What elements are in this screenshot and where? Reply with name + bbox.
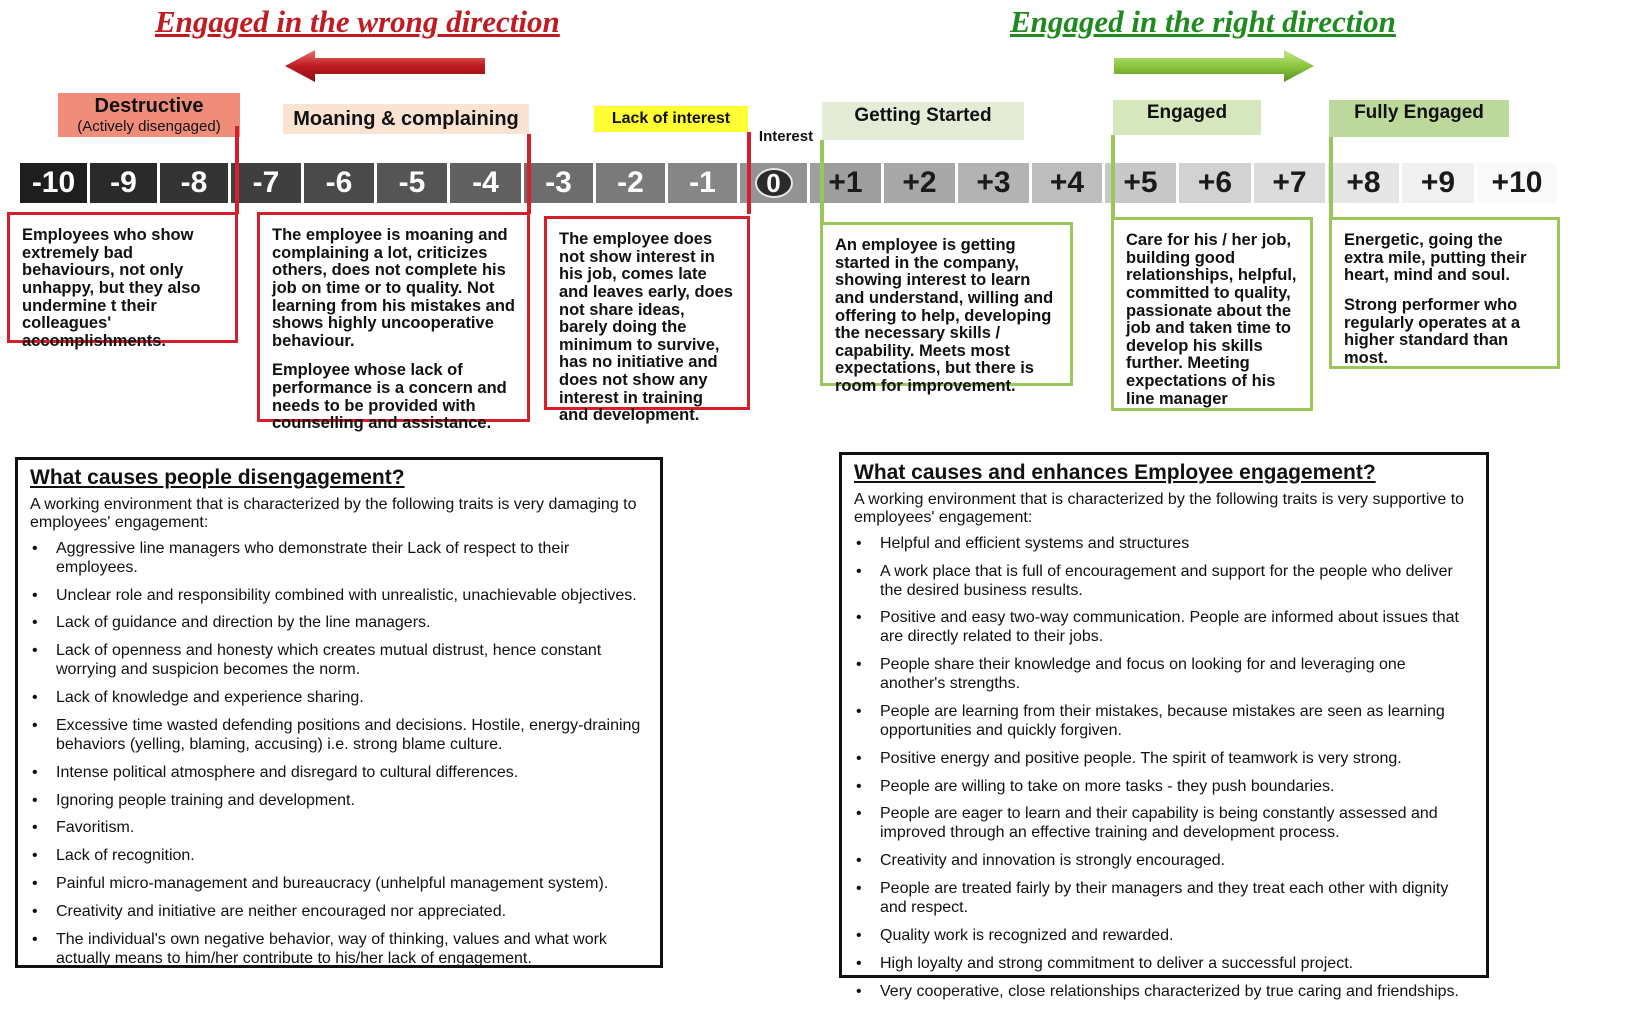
desc-lack-of-interest-text: The employee does not show interest in his job, comes late and leaves early, does not share ideas, barely doing the minimum to survive, has no initiative and does not show any interest in training and development. [559,230,733,425]
scale-cell-plus-9: +9 [1402,163,1477,203]
desc-fully-engaged-text-1: Energetic, going the extra mile, putting their heart, mind and soul. [1344,231,1527,285]
list-item: • People are willing to take on more tasks - they push boundaries. [854,778,1474,797]
desc-engaged-text: Care for his / her job, building good relationships, helpful, committed to quality, passionate about the job and taken time to develop his skills further. Meeting expectations of his line manager [1126,231,1297,408]
stage-destructive-subtitle: (Actively disengaged) [77,118,221,135]
engagement-list [854,535,1474,1002]
desc-destructive-text: Employees who show extremely bad behaviours, not only unhappy, but they also undermine t their colleagues' accomplishments. [22,226,201,350]
stage-fully-engaged: Fully Engaged [1329,100,1509,137]
scale-cell-minus-6: -6 [304,163,377,203]
desc-fully-engaged-text-2: Strong performer who regularly operates at a higher standard than most. [1344,295,1521,367]
list-item: • Helpful and efficient systems and structures [854,535,1474,554]
scale-cell-minus-8: -8 [160,163,231,203]
list-item: • People are eager to learn and their capability is being constantly assessed and improved through an effective training and development process. [854,805,1474,843]
list-item: • Aggressive line managers who demonstrate their Lack of respect to their employees. [30,540,648,578]
scale-cell-plus-8: +8 [1328,163,1402,203]
list-item: • Ignoring people training and development. [30,792,648,811]
desc-destructive [7,212,238,350]
stage-lack-of-interest: Lack of interest [594,106,748,132]
scale-cell-plus-5: +5 [1105,163,1179,203]
zero-marker: 0 [755,168,793,198]
left-arrow-icon [285,50,487,82]
scale-cell-minus-10: -10 [20,163,90,203]
list-item: • People share their knowledge and focus on looking for and leveraging one another's strengths. [854,656,1474,694]
scale-cell-minus-1: -1 [668,163,740,203]
scale-cell-minus-7: -7 [231,163,304,203]
list-item: • People are treated fairly by their managers and they treat each other with dignity and respect. [854,880,1474,918]
engagement-title: What causes and enhances Employee engagement? [854,461,1376,484]
stage-interest: Interest [758,128,814,145]
stage-getting-started: Getting Started [822,102,1024,140]
desc-engaged [1111,217,1313,411]
list-item: • Lack of knowledge and experience sharing. [30,689,648,708]
list-item: • Very cooperative, close relationships characterized by true caring and friendships. [854,983,1474,1002]
desc-getting-started-text: An employee is getting started in the company, showing interest to learn and understand, willing and offering to help, developing the necessary skills / capability. Meets most expectations, but there is room for improvement. [835,236,1054,396]
stage-destructive [58,93,240,137]
scale-cell-minus-3: -3 [524,163,596,203]
connector-engaged [1111,135,1115,217]
list-item: • Excessive time wasted defending positions and decisions. Hostile, energy-draining behaviors (yelling, blaming, accusing) i.e. strong blame culture. [30,717,648,755]
engagement-intro: A working environment that is characterized by the following traits is very supportive to employees' engagement: [854,491,1465,526]
list-item: • Creativity and innovation is strongly encouraged. [854,852,1474,871]
list-item: • Favoritism. [30,819,648,838]
heading-right-direction: Engaged in the right direction [1010,4,1396,39]
scale-cell-plus-10: +10 [1477,163,1557,203]
stage-engaged: Engaged [1113,100,1261,135]
list-item: • Lack of openness and honesty which creates mutual distrust, hence constant worrying and suspicion becomes the norm. [30,642,648,680]
list-item: • Positive and easy two-way communication. People are informed about issues that are directly related to their jobs. [854,609,1474,647]
desc-moaning [257,212,530,433]
list-item: • Quality work is recognized and rewarded. [854,927,1474,946]
stage-moaning: Moaning & complaining [283,104,529,134]
engagement-scale [20,163,1557,203]
list-item: • Intense political atmosphere and disregard to cultural differences. [30,764,648,783]
scale-cell-minus-2: -2 [596,163,668,203]
connector-lack-of-interest [747,132,751,214]
scale-cell-plus-4: +4 [1032,163,1105,203]
list-item: • Lack of recognition. [30,847,648,866]
desc-fully-engaged [1329,217,1560,369]
list-item: • Positive energy and positive people. The spirit of teamwork is very strong. [854,750,1474,769]
stage-destructive-title: Destructive [94,95,204,117]
right-arrow-icon [1112,50,1314,82]
connector-moaning [527,134,531,214]
list-item: • The individual's own negative behavior, way of thinking, values and what work actually means to him/her contribute to his/her lack of engagement. [30,931,648,969]
list-item: • People are learning from their mistakes, because mistakes are seen as learning opportunities and quickly forgiven. [854,703,1474,741]
connector-destructive [235,126,239,214]
list-item: • Creativity and initiative are neither encouraged nor appreciated. [30,903,648,922]
disengagement-intro: A working environment that is characterized by the following traits is very damaging to employees' engagement: [30,496,637,531]
disengagement-panel [15,457,663,968]
list-item: • A work place that is full of encouragement and support for the people who deliver the desired business results. [854,563,1474,601]
list-item: • Painful micro-management and bureaucracy (unhelpful management system). [30,875,648,894]
desc-lack-of-interest [544,216,750,425]
scale-cell-plus-2: +2 [884,163,958,203]
disengagement-title: What causes people disengagement? [30,466,405,489]
list-item: • Unclear role and responsibility combined with unrealistic, unachievable objectives. [30,587,648,606]
scale-cell-plus-3: +3 [958,163,1032,203]
scale-cell-plus-1: +1 [810,163,884,203]
disengagement-list [30,540,648,969]
list-item: • Lack of guidance and direction by the line managers. [30,614,648,633]
desc-getting-started [820,222,1073,396]
connector-getting-started [820,140,824,224]
heading-wrong-direction: Engaged in the wrong direction [155,4,560,39]
scale-cell-plus-6: +6 [1179,163,1254,203]
scale-cell-minus-5: -5 [377,163,450,203]
desc-moaning-text-1: The employee is moaning and complaining a lot, criticizes others, does not complete his job on time or to quality. Not learning from his mistakes and shows highly uncooperative behaviour. [272,226,515,350]
scale-cell-minus-9: -9 [90,163,160,203]
scale-cell-minus-4: -4 [450,163,524,203]
desc-moaning-text-2: Employee whose lack of performance is a concern and needs to be provided with counselling and assistance. [272,361,507,433]
connector-fully-engaged [1329,137,1333,217]
list-item: • High loyalty and strong commitment to deliver a successful project. [854,955,1474,974]
scale-cell-plus-7: +7 [1254,163,1328,203]
engagement-panel [839,452,1489,1000]
